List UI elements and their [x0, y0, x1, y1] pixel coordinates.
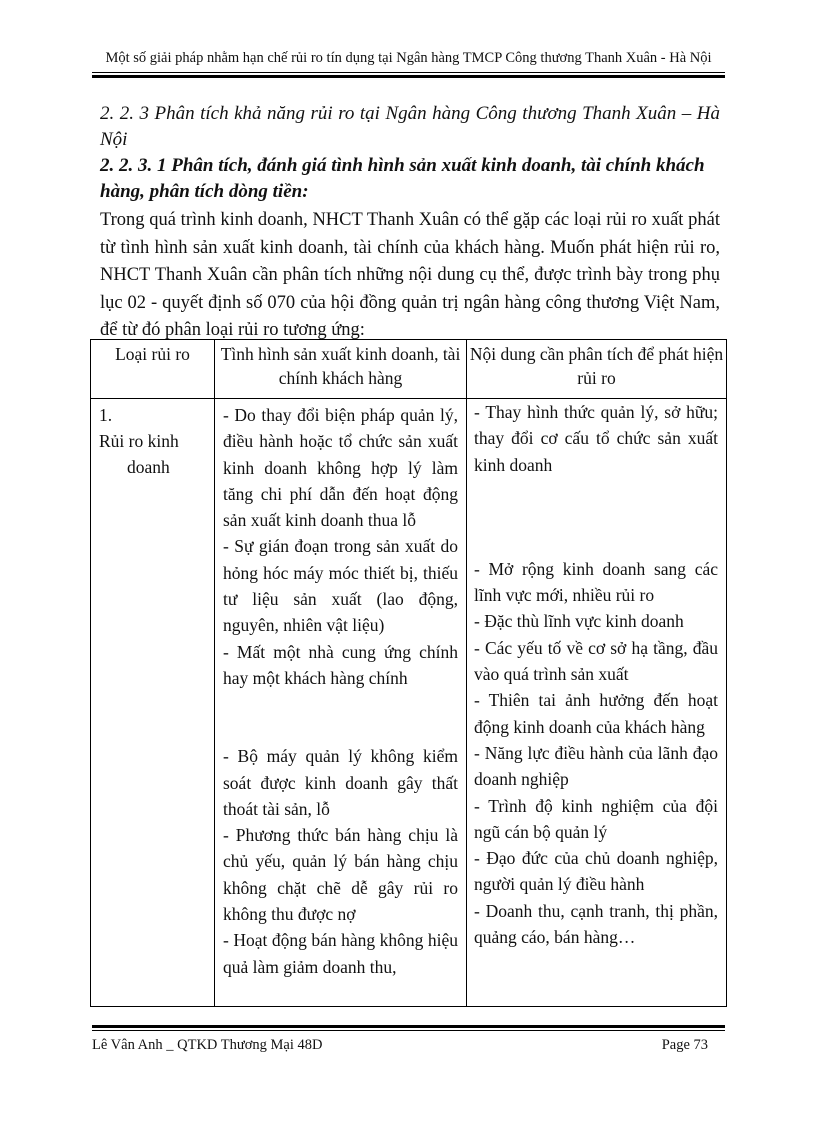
situation-item: - Mất một nhà cung ứng chính hay một khách hàng chính	[223, 641, 458, 688]
analysis-cell	[467, 399, 727, 1007]
page-number: Page 73	[661, 1037, 708, 1053]
analysis-item: - Mở rộng kinh doanh sang các lĩnh vực mới, nhiều rủi ro	[474, 558, 718, 606]
table-row	[91, 399, 727, 1007]
analysis-item: - Thay hình thức quản lý, sở hữu; thay đổi cơ cấu tổ chức sản xuất kinh doanh	[474, 402, 718, 475]
header-analysis: Nội dung cần phân tích để phát hiện rủi ro	[467, 340, 727, 399]
table-header-row	[91, 340, 727, 399]
header-risk-type: Loại rủi ro	[91, 340, 215, 399]
analysis-item: - Trình độ kinh nghiệm của đội ngũ cán bộ quản lý	[474, 795, 718, 842]
risk-table	[90, 339, 727, 1007]
situation-item: - Do thay đổi biện pháp quản lý, điều hành hoặc tổ chức sản xuất kinh doanh không hợp lý làm tăng chi phí dẫn đến hoạt động sản xuất kinh doanh thua lỗ	[223, 405, 458, 531]
situation-item: - Sự gián đoạn trong sản xuất do hỏng hóc máy móc thiết bị, thiếu tư liệu sản xuất (lao động, nguyên, nhiên vật liệu)	[223, 536, 458, 636]
risk-number: 1.	[99, 405, 113, 425]
intro-paragraph: Trong quá trình kinh doanh, NHCT Thanh Xuân có thể gặp các loại rủi ro xuất phát từ tình hình sản xuất kinh doanh, tài chính của khách hàng. Muốn phát hiện rủi ro, NHCT Thanh Xuân cần phân tích những nội dung cụ thể, được trình bày trong phụ lục 02 - quyết định số 070 của hội đồng quản trị ngân hàng công thương Việt Nam, để từ đó phân loại rủi ro tương ứng:	[100, 210, 720, 340]
situation-item: - Phương thức bán hàng chịu là chủ yếu, quản lý bán hàng chịu không chặt chẽ dễ gây rủi ro không thu được nợ	[223, 825, 458, 925]
subsection-title: 2. 2. 3. 1 Phân tích, đánh giá tình hình sản xuất kinh doanh, tài chính khách hàng, phân tích dòng tiền:	[100, 155, 705, 202]
risk-type-line2: doanh	[127, 457, 170, 477]
analysis-item: - Thiên tai ảnh hưởng đến hoạt động kinh doanh của khách hàng	[474, 690, 718, 737]
footer-rule-thick	[92, 1025, 725, 1028]
risk-type-cell	[91, 399, 215, 1007]
section-title: 2. 2. 3 Phân tích khả năng rủi ro tại Ngân hàng Công thương Thanh Xuân – Hà Nội	[100, 103, 720, 150]
analysis-item: - Các yếu tố về cơ sở hạ tầng, đầu vào quá trình sản xuất	[474, 637, 718, 685]
situation-item: - Bộ máy quản lý không kiểm soát được kinh doanh gây thất thoát tài sản, lỗ	[223, 746, 458, 819]
analysis-item: - Đặc thù lĩnh vực kinh doanh	[474, 611, 684, 632]
analysis-item: - Đạo đức của chủ doanh nghiệp, người quản lý điều hành	[474, 848, 718, 895]
situation-item: - Hoạt động bán hàng không hiệu quả làm giảm doanh thu,	[223, 930, 458, 977]
header-rule-thin	[92, 72, 725, 73]
header-rule-thick	[92, 75, 725, 78]
situation-cell	[215, 399, 467, 1007]
running-header: Một số giải pháp nhằm hạn chế rủi ro tín dụng tại Ngân hàng TMCP Công thương Thanh Xuân - Hà Nội	[105, 50, 712, 66]
analysis-item: - Năng lực điều hành của lãnh đạo doanh nghiệp	[474, 742, 718, 790]
risk-type-line1: Rủi ro kinh	[99, 431, 179, 451]
footer-author: Lê Vân Anh _ QTKD Thương Mại 48D	[92, 1037, 323, 1053]
header-situation: Tình hình sản xuất kinh doanh, tài chính khách hàng	[215, 340, 467, 399]
analysis-item: - Doanh thu, cạnh tranh, thị phần, quảng cáo, bán hàng…	[474, 900, 718, 948]
footer-rule-thin	[92, 1030, 725, 1031]
